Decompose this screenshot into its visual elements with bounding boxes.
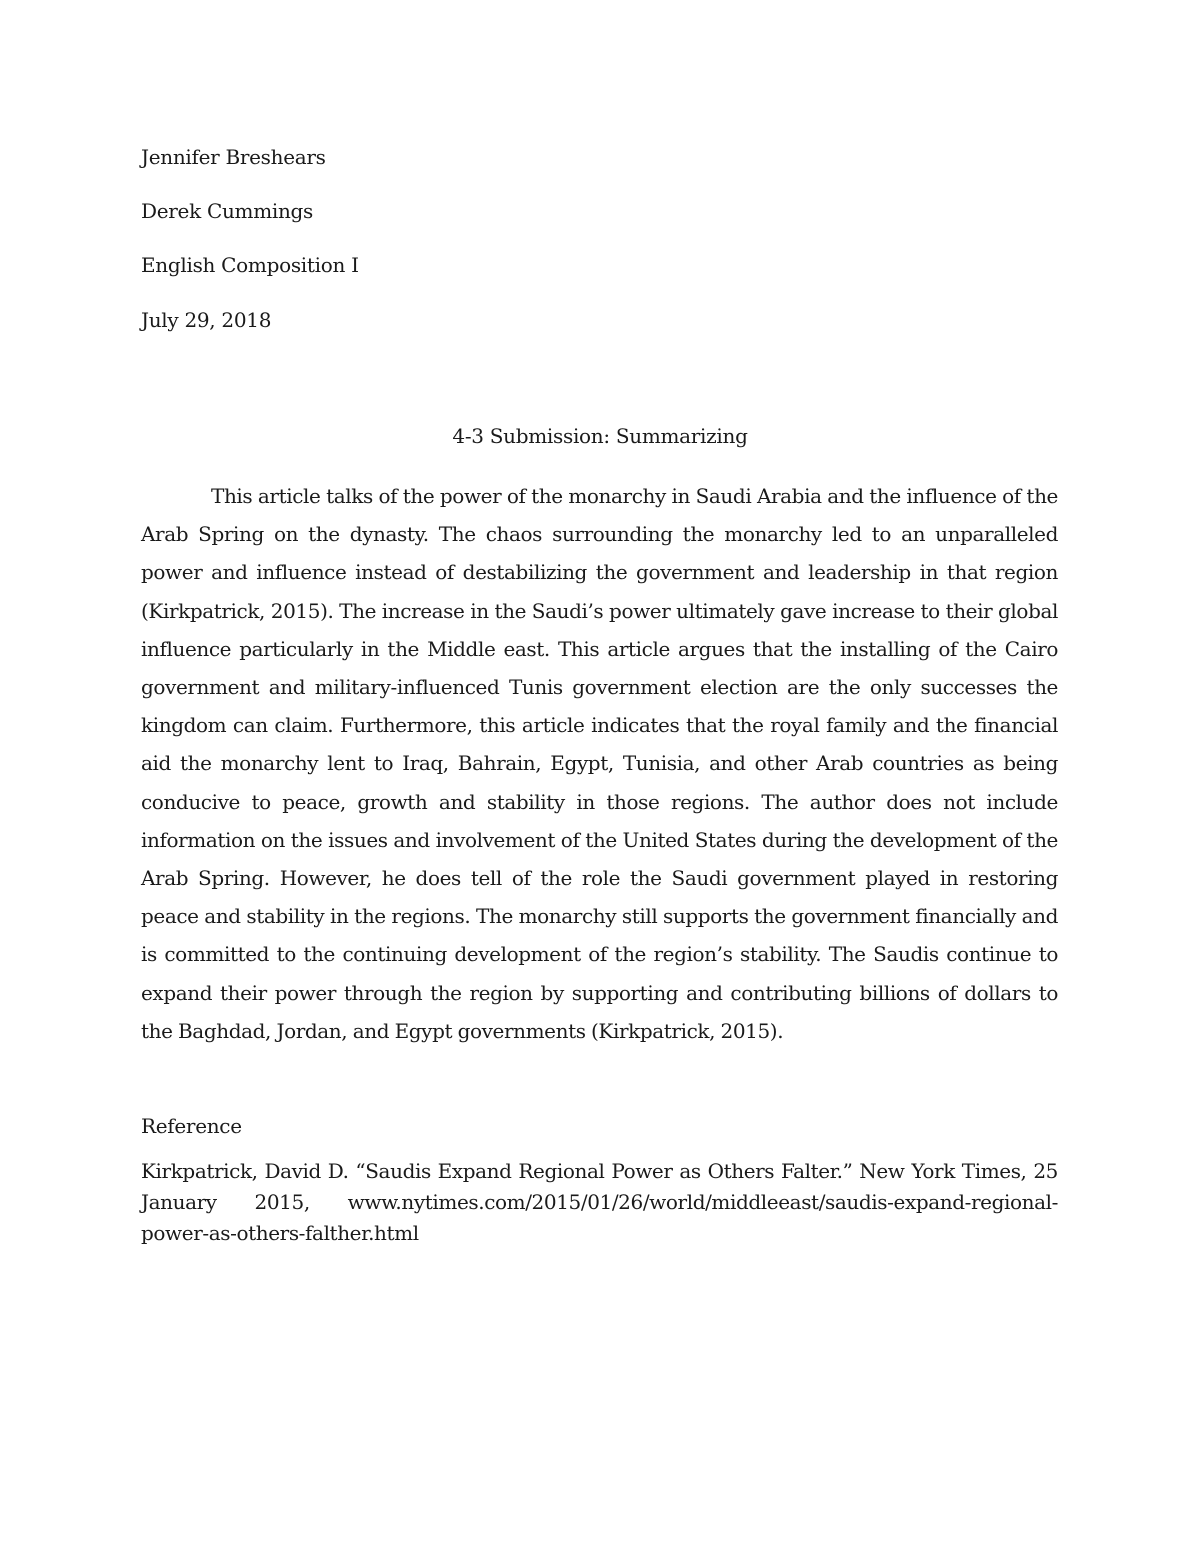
reference-heading: Reference	[141, 1114, 242, 1138]
document-date: July 29, 2018	[141, 308, 272, 332]
document-title: 4-3 Submission: Summarizing	[452, 424, 748, 448]
reference-entry: Kirkpatrick, David D. “Saudis Expand Regional Power as Others Falter.” New York Times, 25 January 2015, www.nytimes.com/2015/01/26/world/middleeast/saudis-expand-regional-power-as-others-falther.html	[141, 1159, 1058, 1245]
body-paragraph: This article talks of the power of the monarchy in Saudi Arabia and the influence of the Arab Spring on the dynasty. The chaos surrounding the monarchy led to an unparalleled power and influence instead of destabilizing the government and leadership in that region (Kirkpatrick, 2015). The increase in the Saudi’s power ultimately gave increase to their global influence particularly in the Middle east. This article argues that the installing of the Cairo government and military-influenced Tunis government election are the only successes the kingdom can claim. Furthermore, this article indicates that the royal family and the financial aid the monarchy lent to Iraq, Bahrain, Egypt, Tunisia, and other Arab countries as being conducive to peace, growth and stability in those regions. The author does not include information on the issues and involvement of the United States during the development of the Arab Spring. However, he does tell of the role the Saudi government played in restoring peace and stability in the regions. The monarchy still supports the government financially and is committed to the continuing development of the region’s stability. The Saudis continue to expand their power through the region by supporting and contributing billions of dollars to the Baghdad, Jordan, and Egypt governments (Kirkpatrick, 2015).	[141, 484, 1058, 1043]
author-name: Jennifer Breshears	[141, 145, 326, 169]
course-name: English Composition I	[141, 253, 359, 277]
instructor-name: Derek Cummings	[141, 199, 314, 223]
